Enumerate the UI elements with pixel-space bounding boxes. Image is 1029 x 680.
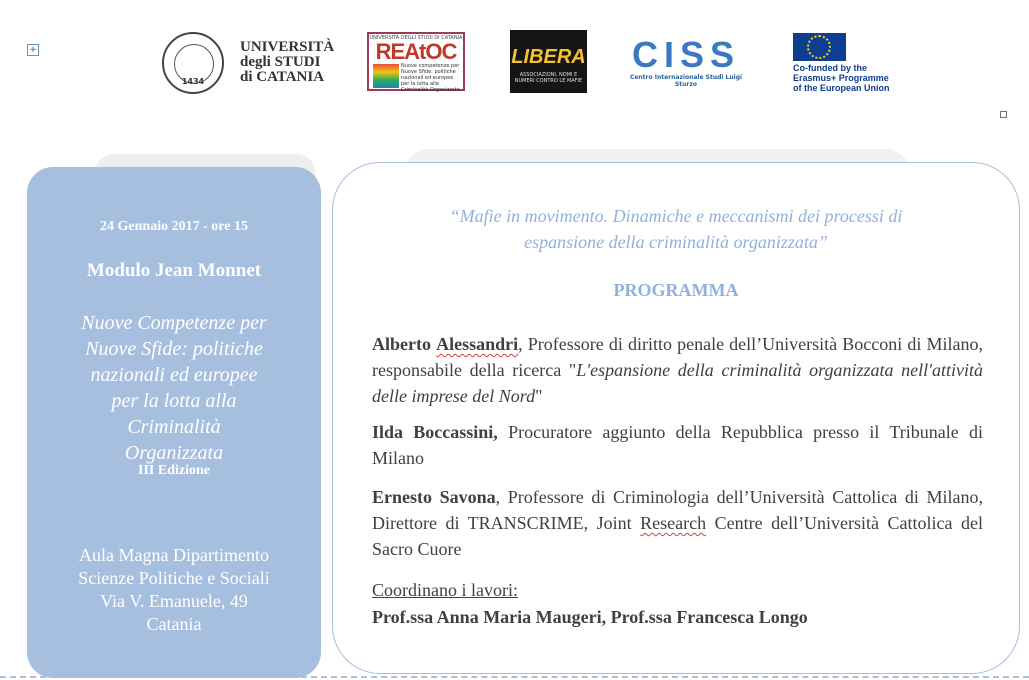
speaker-entry: Ernesto Savona, Professore di Criminologia dell’Università Cattolica di Milano, Direttore di TRANSCRIME, Joint Research Centre dell’Università Cattolica del Sacro Cuore [372,487,984,559]
reatoc-logo: UNIVERSITÀ DEGLI STUDI DI CATANIA REAtOC Nuove competenze per Nuove Sfide: politiche nazionali ed europee per la lotta alla Criminalità Organizzata [367,32,465,91]
table-move-handle[interactable]: + [27,44,39,56]
reatoc-color-bar-icon [373,64,399,88]
coordinators-label: Coordinano i lavori: [372,580,518,600]
speaker-entry: Alberto Alessandri, Professore di diritto penale dell’Università Bocconi di Milano, responsabile della ricerca "L'espansione della criminalità organizzata nell'attività delle imprese del Nord" [372,334,984,406]
libera-logo: LIBERA ASSOCIAZIONI, NOMI E NUMERI CONTRO LE MAFIE [510,30,587,93]
venue-address: Aula Magna Dipartimento Scienze Politiche e Sociali Via V. Emanuele, 49 Catania [78,545,270,634]
coordinators-names: Prof.ssa Anna Maria Maugeri, Prof.ssa Francesca Longo [372,607,808,627]
table-resize-handle[interactable] [1000,111,1007,118]
program-heading: PROGRAMMA [613,280,739,300]
program-panel [332,162,1020,674]
seminar-title: “Mafie in movimento. Dinamiche e meccanismi dei processi di espansione della criminalità organizzata” [449,206,903,252]
course-title: Nuove Competenze per Nuove Sfide: politiche nazionali ed europee per la lotta alla Criminalità Organizzata [81,312,267,464]
event-info-panel [27,167,321,678]
university-name: UNIVERSITÀ degli STUDI di CATANIA [240,39,335,85]
module-name: Modulo Jean Monnet [86,260,262,281]
university-catania-logo [162,30,337,94]
speaker-entry: Ilda Boccassini, Procuratore aggiunto della Repubblica presso il Tribunale di Milano [372,422,983,468]
eu-flag-icon [793,33,846,61]
university-seal-icon: 1434 [162,32,224,94]
page-break-line [0,676,1029,678]
ciss-logo: CISS Centro Internazionale Studi Luigi Sturzo [629,34,743,88]
edition-label: III Edizione [138,463,210,478]
erasmus-eu-logo: Co-funded by the Erasmus+ Programme of the European Union [793,33,913,95]
event-date: 24 Gennaio 2017 - ore 15 [100,219,248,234]
